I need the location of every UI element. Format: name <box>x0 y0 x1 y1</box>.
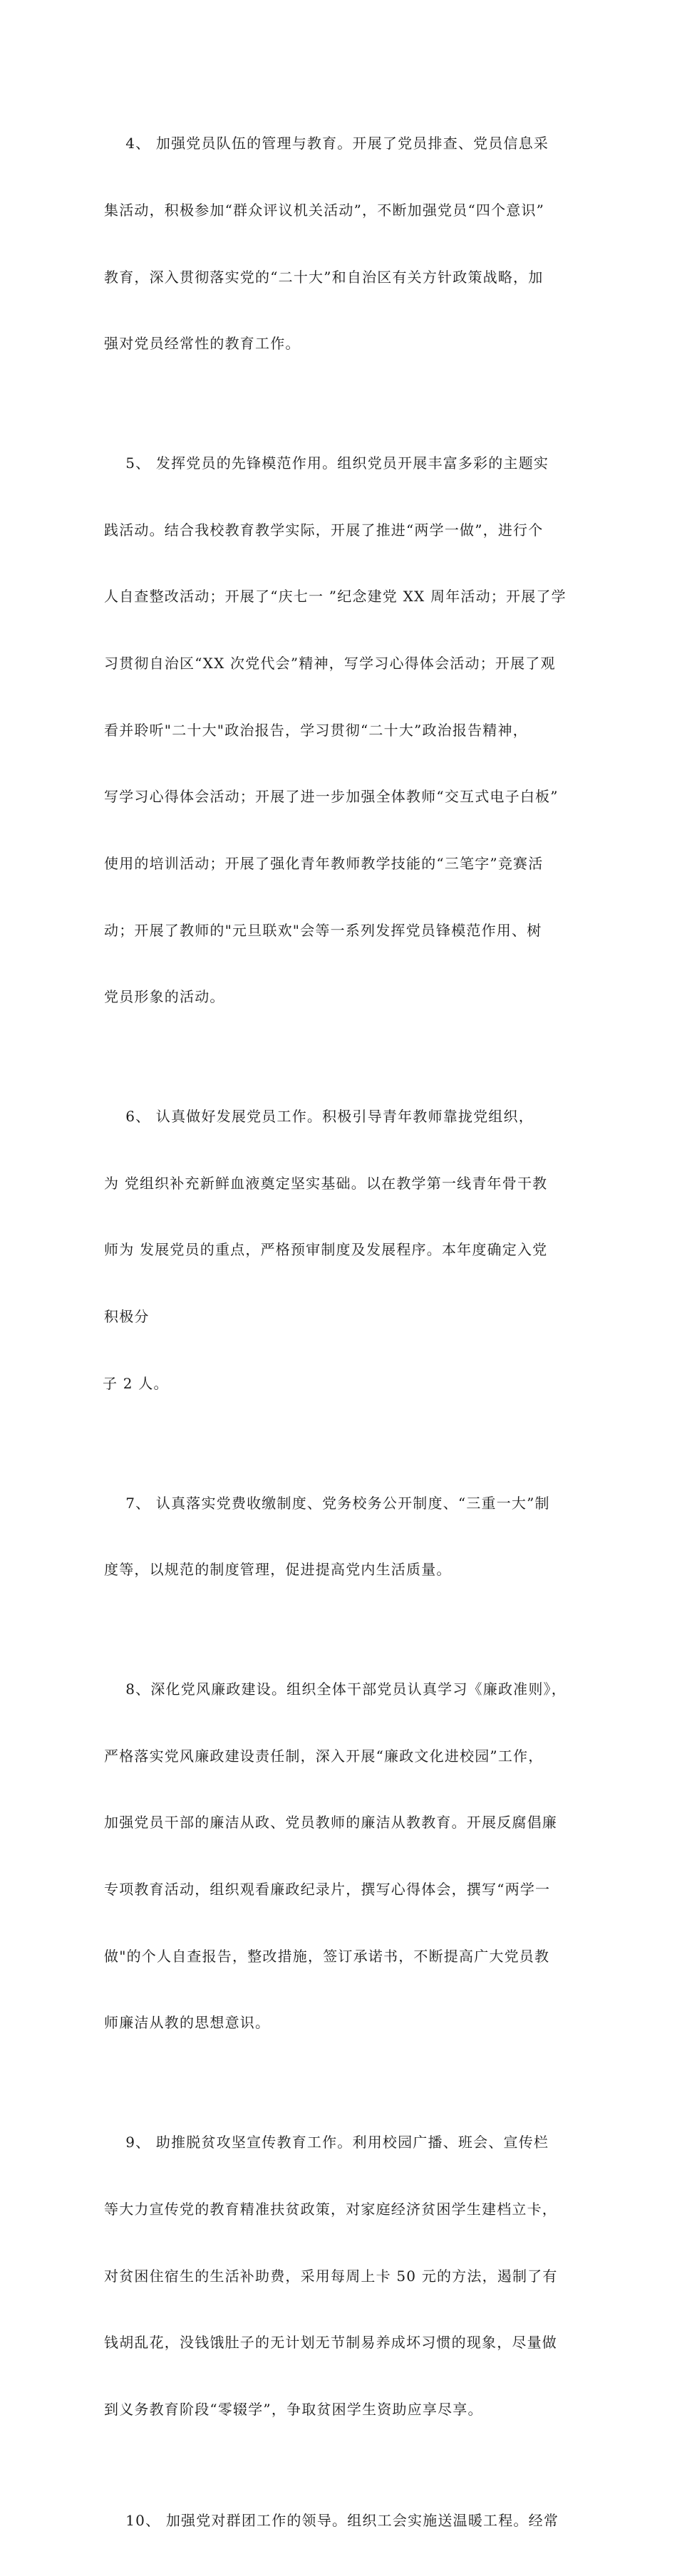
paragraph-item-8 <box>104 1634 574 2079</box>
text-line: 为 党组织补充新鲜血液奠定坚实基础。以在教学第一线青年骨干教 <box>104 1174 548 1192</box>
text-line: 积极分 <box>104 1307 150 1325</box>
text-line: 人自查整改活动；开展了“庆七一 ”纪念建党 XX 周年活动；开展了学 <box>104 588 567 606</box>
text-line: 践活动。结合我校教育教学实际，开展了推进“两学一做”，进行个 <box>104 521 544 539</box>
text-line: 师为 发展党员的重点，严格预审制度及发展程序。本年度确定入党 <box>104 1241 548 1259</box>
text-line: 4、 加强党员队伍的管理与教育。开展了党员排查、党员信息采 <box>104 135 549 152</box>
text-line: 10、 加强党对群团工作的领导。组织工会实施送温暖工程。经常 <box>104 2511 559 2529</box>
text-line: 写学习心得体会活动；开展了进一步加强全体教师“交互式电子白板” <box>104 788 559 806</box>
text-line: 度等，以规范的制度管理，促进提高党内生活质量。 <box>104 1561 452 1579</box>
text-line: 党员形象的活动。 <box>104 988 225 1006</box>
text-line: 子 2 人。 <box>103 1374 169 1392</box>
text-line: 使用的培训活动；开展了强化青年教师教学技能的“三笔字”竞赛活 <box>104 854 544 872</box>
text-line: 6、 认真做好发展党员工作。积极引导青年教师靠拢党组织， <box>104 1108 534 1126</box>
text-line: 对贫困住宿生的生活补助费，采用每周上卡 50 元的方法，遏制了有 <box>104 2267 558 2285</box>
paragraph-item-4 <box>104 88 574 400</box>
text-line: 习贯彻自治区“XX 次党代会”精神，写学习心得体会活动；开展了观 <box>104 655 556 672</box>
text-line: 师廉洁从教的思想意识。 <box>104 2014 271 2032</box>
text-line: 等大力宣传党的教育精准扶贫政策，对家庭经济贫困学生建档立卡， <box>104 2200 557 2218</box>
text-line: 严格落实党风廉政建设责任制，深入开展“廉政文化进校园”工作， <box>104 1747 544 1765</box>
text-line: 5、 发挥党员的先锋模范作用。组织党员开展丰富多彩的主题实 <box>104 455 549 472</box>
text-line: 动；开展了教师的"元旦联欢"会等一系列发挥党员锋模范作用、树 <box>104 921 542 939</box>
text-line: 教育，深入贯彻落实党的“二十大”和自治区有关方针政策战略，加 <box>104 268 544 286</box>
paragraph-item-7 <box>104 1448 574 1626</box>
paragraph-item-5 <box>104 408 574 1053</box>
text-line: 做"的个人自查报告，整改措施，签订承诺书，不断提高广大党员教 <box>104 1947 550 1965</box>
text-line: 专项教育活动，组织观看廉政纪录片，撰写心得体会，撰写“两学一 <box>104 1881 551 1899</box>
paragraph-item-6 <box>104 1061 574 1439</box>
text-line: 7、 认真落实党费收缴制度、党务校务公开制度、“三重一大”制 <box>104 1494 550 1512</box>
text-line: 到义务教育阶段“零辍学”，争取贫困学生资助应享尽享。 <box>104 2400 483 2418</box>
text-line: 集活动，积极参加“群众评议机关活动”，不断加强党员“四个意识” <box>104 202 545 219</box>
text-line: 看并聆听"二十大"政治报告，学习贯彻“二十大”政治报告精神， <box>104 721 528 739</box>
paragraph-item-10 <box>104 2465 574 2576</box>
text-line: 加强党员干部的廉洁从政、党员教师的廉洁从教教育。开展反腐倡廉 <box>104 1814 557 1832</box>
text-line: 8、深化党风廉政建设。组织全体干部党员认真学习《廉政准则》， <box>104 1681 567 1698</box>
document-body <box>104 88 574 2576</box>
paragraph-item-9 <box>104 2087 574 2465</box>
text-line: 强对党员经常性的教育工作。 <box>104 335 301 353</box>
text-line: 钱胡乱花，没钱饿肚子的无计划无节制易养成坏习惯的现象，尽量做 <box>104 2334 557 2352</box>
text-line: 9、 助推脱贫攻坚宣传教育工作。利用校园广播、班会、宣传栏 <box>104 2134 549 2151</box>
